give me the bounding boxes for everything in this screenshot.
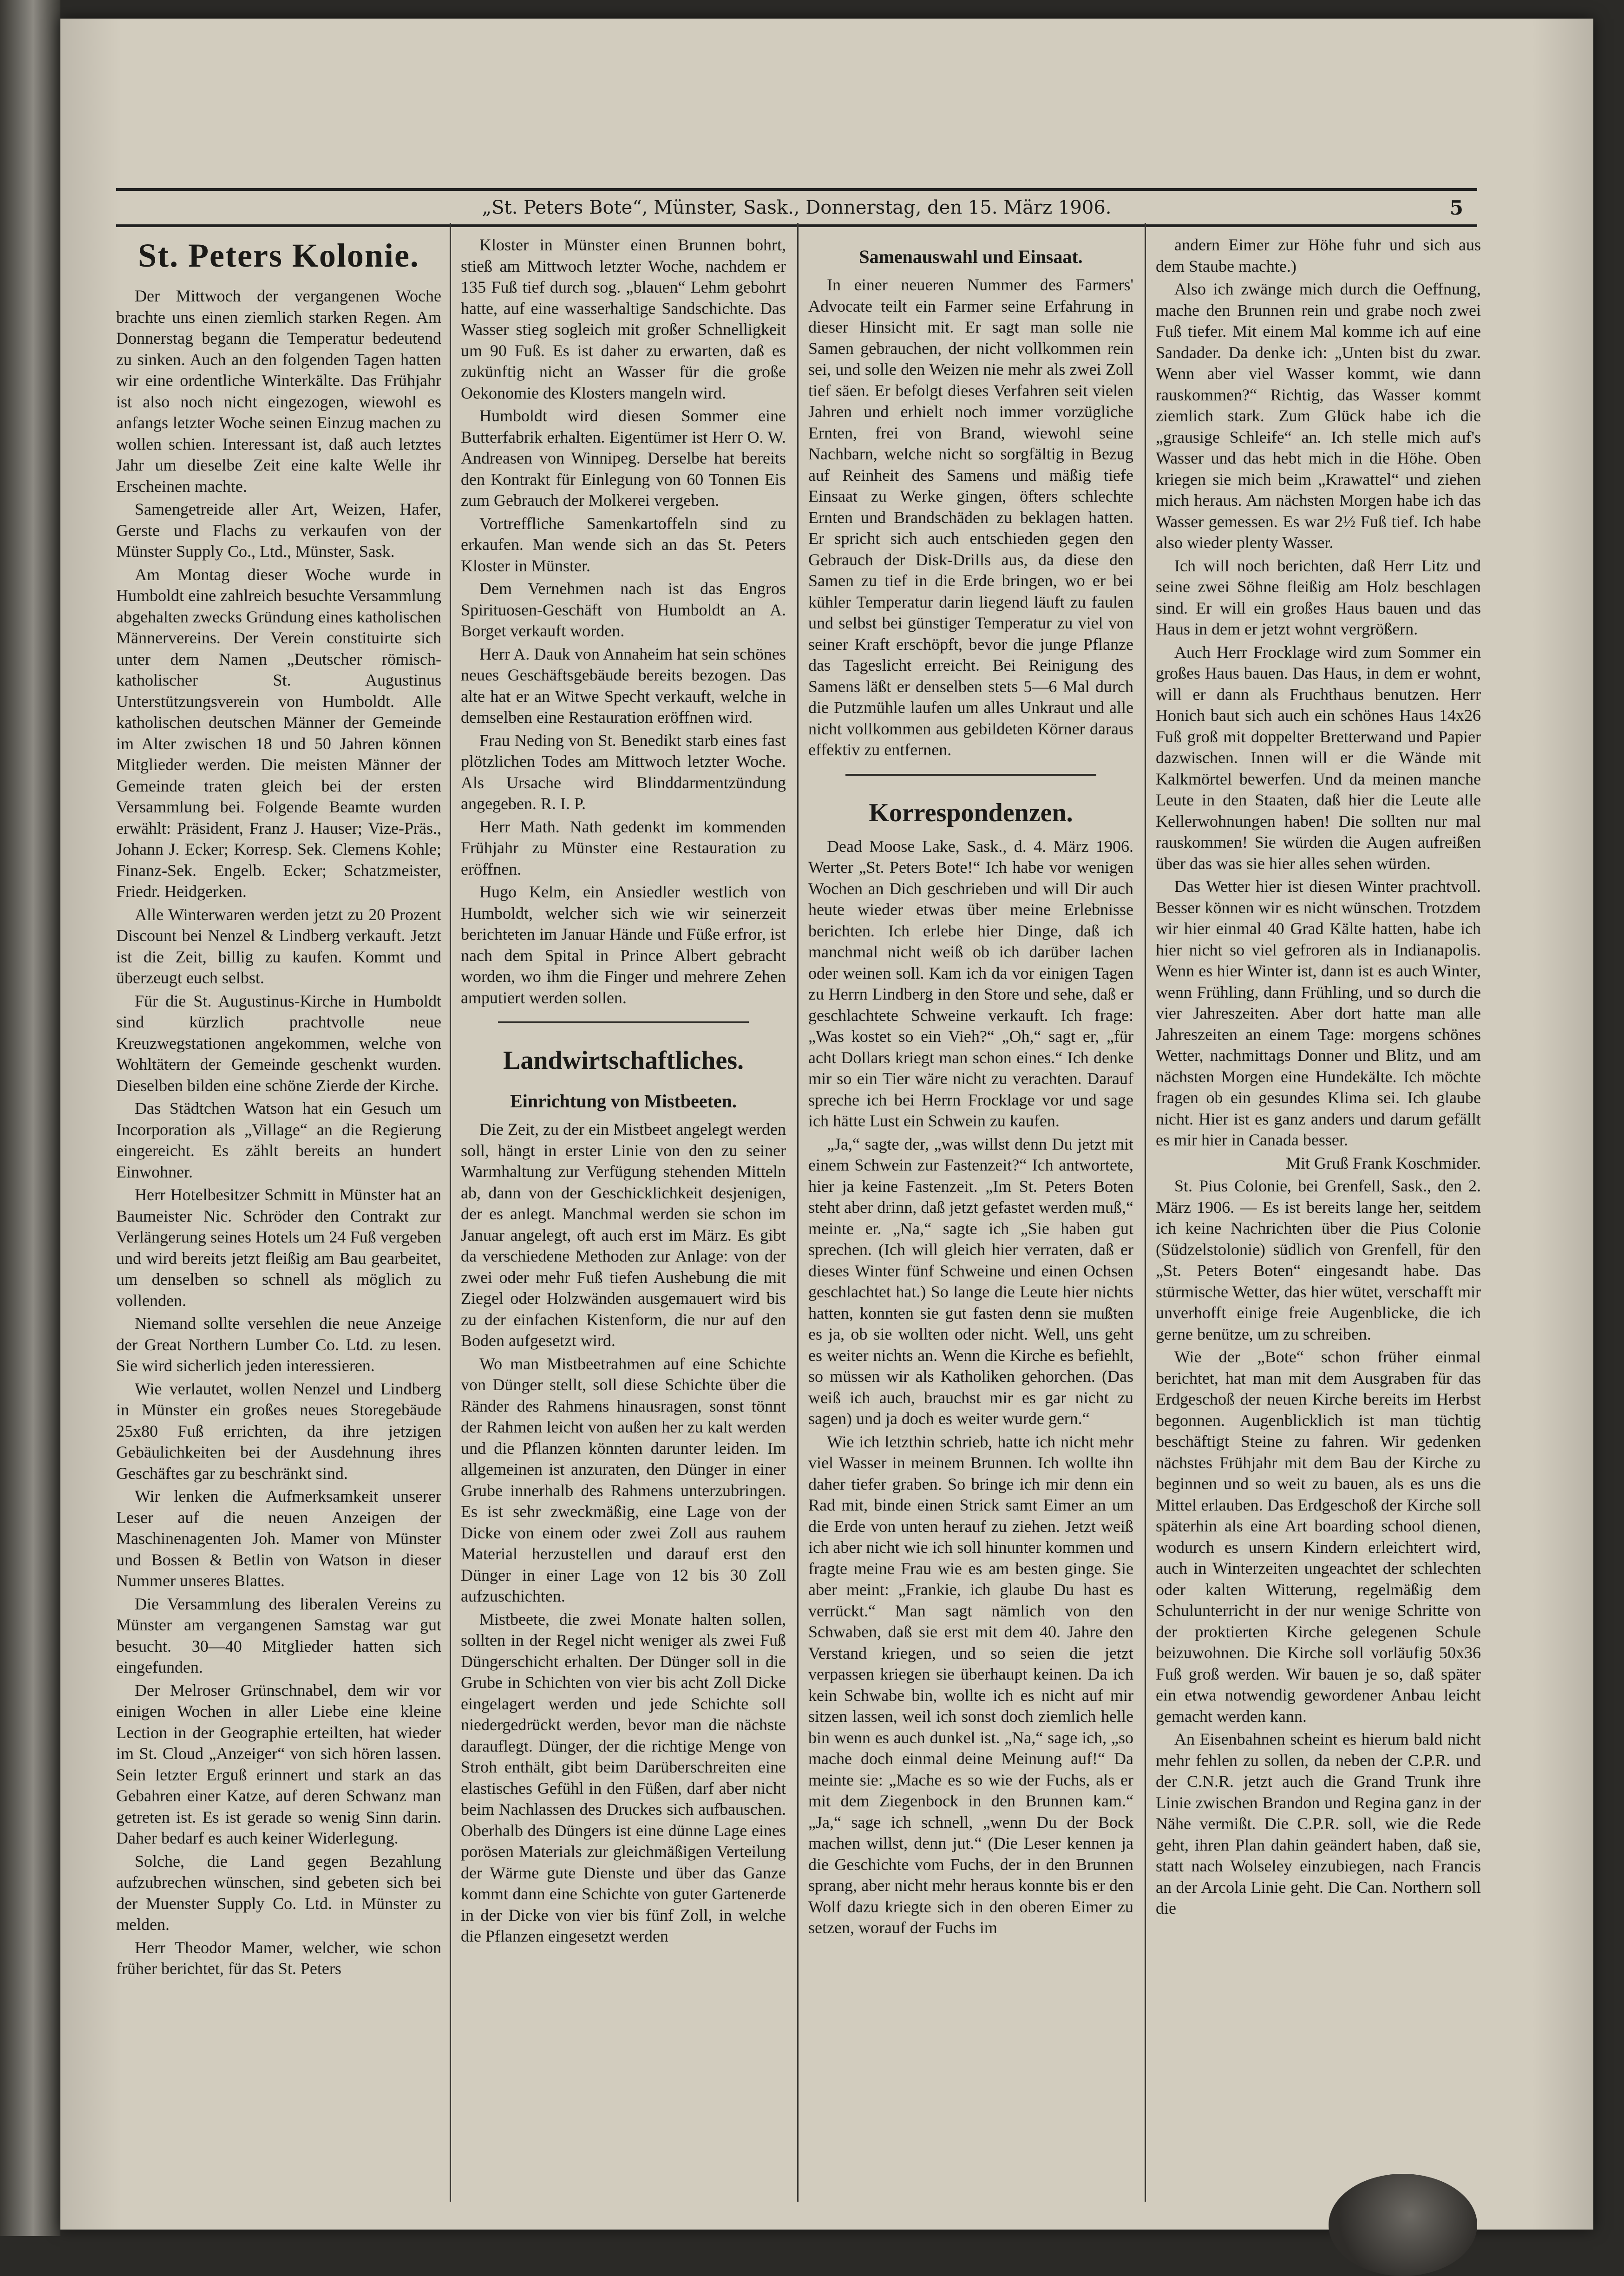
section-title-st-peters-kolonie: St. Peters Kolonie.	[138, 237, 419, 274]
article-paragraph: Niemand sollte versehlen die neue Anzeige der Great Northern Lumber Co. Ltd. zu lesen. Sie wird sicherlich jeden interessieren.	[116, 1314, 441, 1375]
photo-artifact-shadow	[1329, 2174, 1477, 2276]
article-paragraph: andern Eimer zur Höhe fuhr und sich aus dem Staube machte.)	[1156, 235, 1481, 275]
article-paragraph: Humboldt wird diesen Sommer eine Butterfabrik erhalten. Eigentümer ist Herr O. W. Andreasen von Winnipeg. Derselbe hat bereits den Kontrakt für Einlegung von 60 Tonnen Eis zum Gebrauch der Molkerei vergeben.	[461, 406, 786, 510]
article-paragraph: Alle Winterwaren werden jetzt zu 20 Prozent Discount bei Nenzel & Lindberg verkauft. Jetzt ist die Zeit, billig zu kaufen. Kommt und überzeugt euch selbst.	[116, 905, 441, 987]
article-paragraph: Die Versammlung des liberalen Vereins zu Münster am vergangenen Samstag war gut besucht. 30—40 Mitglieder hatten sich eingefunden.	[116, 1594, 441, 1676]
column-rule	[797, 223, 799, 2202]
column-3	[808, 235, 1133, 2199]
article-paragraph: Wo man Mistbeetrahmen auf eine Schichte von Dünger stellt, soll diese Schichte über die Ränder des Rahmens hinausragen, sonst tönnt der Rahmen leicht von außen her zu kalt werden und die Pflanzen könnten darunter leiden. Im allgemeinen ist anzuraten, den Dünger in einer Grube innerhalb des Rahmens unterzubringen. Es ist sehr zweckmäßig, eine Lage von der Dicke von einem oder zwei Zoll aus rauhem Material herzustellen und darauf erst den Dünger in einer Lage von 12 bis 30 Zoll aufzuschichten.	[461, 1354, 786, 1605]
article-paragraph: Kloster in Münster einen Brunnen bohrt, stieß am Mittwoch letzter Woche, nachdem er 135 Fuß tief durch sog. „blauen“ Lehm gebohrt hatte, auf eine wasserhaltige Sandschichte. Das Wasser stieg sogleich mit großer Schnelligkeit um 90 Fuß. Es ist daher zu erwarten, daß es zukünftig nicht an Wasser für die große Oekonomie des Klosters mangeln wird.	[461, 235, 786, 402]
article-title-samenauswahl: Samenauswahl und Einsaat.	[859, 246, 1083, 267]
section-divider	[498, 1021, 749, 1023]
article-paragraph: Herr Theodor Mamer, welcher, wie schon früher berichtet, für das St. Peters	[116, 1938, 441, 1978]
article-paragraph: „Ja,“ sagte der, „was willst denn Du jetzt mit einem Schwein zur Fastenzeit?“ Ich antwortete, hier ja keine Fastenzeit. „Im St. Peters Boten steht aber drinn, daß jetzt gefastet werden muß,“ meinte er. „Na,“ sagte ich „Sie haben gut sprechen. (Ich will gleich hier verraten, daß er dieses Winter fünf Schweine und einen Ochsen geschlachtet hat.) So lange die Leute hier nichts hatten, konnten sie gut fasten denn sie mußten es ja, ob sie wollten oder nicht. Well, uns geht es weiter nichts an. Wenn die Kirche es befiehlt, so müssen wir als Katholiken gehorchen. (Das weiß ich auch, brauchst mir es gar nicht zu sagen) und ja doch es weiter wurde gern.“	[808, 1134, 1133, 1428]
article-paragraph: Das Wetter hier ist diesen Winter prachtvoll. Besser können wir es nicht wünschen. Trotzdem wir hier einmal 40 Grad Kälte hatten, habe ich hier nicht so viel gefroren als in Indianapolis. Wenn es hier Winter ist, dann ist es auch Winter, wenn Frühling, dann Frühling, und so durch die vier Jahreszeiten. Aber dort hatte man alle Jahreszeiten an einem Tage: morgens schönes Wetter, nachmittags Donner und Blitz, und am nächsten Morgen eine Hundekälte. Ich möchte fragen ob ein gesundes Klima sei. Ich glaube nicht. Hier ist es ganz anders und darum gefällt es mir hier in Canada besser.	[1156, 877, 1481, 1149]
section-title-landwirtschaftliches: Landwirtschaftliches.	[503, 1046, 744, 1075]
article-paragraph: Solche, die Land gegen Bezahlung aufzubrechen wünschen, sind gebeten sich bei der Muenster Supply Co. Ltd. in Münster zu melden.	[116, 1851, 441, 1934]
section-divider	[845, 774, 1096, 776]
section-title-korrespondenzen: Korrespondenzen.	[869, 798, 1073, 827]
column-1	[116, 235, 441, 2199]
article-paragraph: Wie verlautet, wollen Nenzel und Lindberg in Münster ein großes neues Storegebäude 25x80 Fuß errichten, da ihre jetzigen Gebäulichkeiten bei der Ausdehnung ihres Geschäftes gar zu beschränkt sind.	[116, 1379, 441, 1483]
article-paragraph: Hugo Kelm, ein Ansiedler westlich von Humboldt, welcher sich wie wir seinerzeit berichteten im Januar Hände und Füße erfror, ist nach dem Spital in Prince Albert gebracht worden, wo ihm die Finger und mehrere Zehen amputiert werden sollen.	[461, 883, 786, 1007]
article-paragraph: Der Melroser Grünschnabel, dem wir vor einigen Wochen in aller Liebe eine kleine Lection in der Geographie erteilten, hat wieder im St. Cloud „Anzeiger“ von sich hören lassen. Sein letzter Erguß erinnert und stark an das Gebahren einer Katze, auf deren Schwanz man getreten ist. Es ist gerade so wenig Sinn darin. Daher bedarf es auch keiner Widerlegung.	[116, 1681, 441, 1847]
article-paragraph: Ich will noch berichten, daß Herr Litz und seine zwei Söhne fleißig am Holz beschlagen sind. Er will ein großes Haus bauen und das Haus in dem er jetzt wohnt vergrößern.	[1156, 556, 1481, 638]
column-rule	[450, 223, 451, 2202]
article-paragraph: Wie ich letzthin schrieb, hatte ich nicht mehr viel Wasser in meinem Brunnen. Ich wollte ihn daher tiefer graben. So bringe ich mir denn ein Rad mit, binde einen Strick samt Eimer an um die Erde von unten herauf zu ziehen. Jetzt weiß ich aber nicht wie ich soll hinunter kommen und fragte meine Frau wie es am besten ginge. Sie aber meint: „Frankie, ich glaube Du hast es verrückt.“ Man sagt nämlich von den Schwaben, daß sie erst mit dem 40. Jahre den Verstand kriegen, und so seien die jetzt verpassen kriegen sie überhaupt keinen. Da ich kein Schwabe bin, wollte ich es nicht auf mir sitzen lassen, weil ich sonst doch ziemlich helle bin wenn es auch dunkel ist. „Na,“ sage ich, „so mache doch einmal deine Meinung auf!“ Da meinte sie: „Mache es so wie der Fuchs, als er mit dem Ziegenbock in den Brunnen kam.“ „Ja,“ sage ich schnell, „wenn Du der Bock machen willst, denn jut.“ (Die Leser kennen ja die Geschichte vom Fuchs, der in den Brunnen sprang, aber nicht mehr heraus konnte bis er den Wolf dazu kriegte sich in den oberen Eimer zu setzen, worauf der Fuchs im	[808, 1432, 1133, 1937]
masthead-text: „St. Peters Bote“, Münster, Sask., Donnerstag, den 15. März 1906.	[482, 197, 1112, 218]
article-paragraph: Für die St. Augustinus-Kirche in Humboldt sind kürzlich prachtvolle neue Kreuzwegstationen angekommen, welche von Wohltätern der Gemeinde geschenkt wurden. Dieselben bilden eine schöne Zierde der Kirche.	[116, 991, 441, 1095]
article-paragraph: St. Pius Colonie, bei Grenfell, Sask., den 2. März 1906. — Es ist bereits lange her, seitdem ich keine Nachrichten über die Pius Colonie (Südzelstolonie) südlich von Grenfell, für den „St. Peters Boten“ eingesandt habe. Das stürmische Wetter, das hier wütet, verschafft mir unverhofft einige freie Augenblicke, die ich gerne benütze, um zu schreiben.	[1156, 1177, 1481, 1343]
column-2	[461, 235, 786, 2199]
column-4	[1156, 235, 1481, 2199]
article-paragraph: Wir lenken die Aufmerksamkeit unserer Leser auf die neuen Anzeigen der Maschinenagenten Joh. Mamer von Münster und Bossen & Betlin von Watson in dieser Nummer unseres Blattes.	[116, 1487, 441, 1590]
article-paragraph: Dead Moose Lake, Sask., d. 4. März 1906. Werter „St. Peters Bote!“ Ich habe vor wenigen Wochen an Dich geschrieben und will Dir auch heute wieder etwas über meine Erlebnisse berichten. Ich erlebe hier Dinge, daß ich manchmal nicht weiß ob ich darüber lachen oder weinen soll. Kam ich da vor einigen Tagen zu Herrn Lindberg in den Store und sehe, daß er geschlachtete Schweine verkauft. Ich frage: „Was kostet so ein Vieh?“ „Oh,“ sagt er, „für acht Dollars kriegt man schon eines.“ Ich denke mir so ein Tier wäre nicht zu verachten. Darauf spreche ich bei Herrn Frocklage vor und sage ich hätte Lust ein Schwein zu kaufen.	[808, 837, 1133, 1130]
book-binding	[0, 0, 60, 2236]
article-paragraph: Auch Herr Frocklage wird zum Sommer ein großes Haus bauen. Das Haus, in dem er wohnt, will er dann als Fruchthaus benutzen. Herr Honich baut sich auch ein schönes Haus 14x26 Fuß groß mit doppelter Bretterwand und Papier dazwischen. Innen will er die Wände mit Kalkmörtel bewerfen. Und da meinen manche Leute in den Staaten, daß hier die Leute alle Kellerwohnungen haben! Die sollten nur mal rauskommen! Sie würden die Augen aufreißen über das was sie hier alles sehen würden.	[1156, 642, 1481, 873]
article-paragraph: Wie der „Bote“ schon früher einmal berichtet, hat man mit dem Ausgraben für das Erdgeschoß der neuen Kirche bereits im Herbst begonnen. Augenblicklich ist man tüchtig beschäftigt Steine zu fahren. Wir gedenken nächstes Frühjahr mit dem Bau der Kirche zu beginnen und so weit zu bauen, als es uns die Mittel erlauben. Das Erdgeschoß der Kirche soll späterhin als eine Art boarding school dienen, wodurch es unsern Kindern erleichtert wird, auch in Winterzeiten ungeachtet der schlechten oder kalten Witterung, regelmäßig dem Schulunterricht in der nur wenige Schritte von der proktierten Kirche gelegenen Schule beizuwohnen. Die Kirche soll vorläufig 50x36 Fuß groß werden. Wir bauen je so, daß später ein etwa notwendig gewordener Anbau leicht gemacht werden kann.	[1156, 1347, 1481, 1726]
article-paragraph: Samengetreide aller Art, Weizen, Hafer, Gerste und Flachs zu verkaufen von der Münster Supply Co., Ltd., Münster, Sask.	[116, 500, 441, 561]
column-rule	[1145, 223, 1146, 2202]
article-paragraph: Mistbeete, die zwei Monate halten sollen, sollten in der Regel nicht weniger als zwei Fuß Düngerschicht erhalten. Der Dünger soll in die Grube in Schichten von vier bis acht Zoll Dicke eingelagert werden und jede Schichte soll niedergedrückt werden, bevor man die nächste darauflegt. Dünger, der die richtige Menge von Stroh enthält, gibt beim Darüberschreiten eine elastisches Gefühl in den Füßen, darf aber nicht beim Nachlassen des Druckes sich aufbauschen. Oberhalb des Düngers ist eine dünne Lage eines porösen Materials zur gleichmäßigen Verteilung der Wärme gute Dienste und über das Ganze kommt dann eine Schichte von guter Gartenerde in der Dicke von vier bis fünf Zoll, in welche die Pflanzen eingesetzt werden	[461, 1609, 786, 1945]
article-paragraph: Dem Vernehmen nach ist das Engros Spirituosen-Geschäft von Humboldt an A. Borget verkauft worden.	[461, 579, 786, 640]
article-paragraph: Herr Hotelbesitzer Schmitt in Münster hat an Baumeister Nic. Schröder den Contrakt zur Verlängerung seines Hotels um 24 Fuß vergeben und wird bereits jetzt fleißig am Bau gearbeitet, um denselben so schnell als möglich zu vollenden.	[116, 1185, 441, 1310]
article-title-mistbeeten: Einrichtung von Mistbeeten.	[510, 1091, 737, 1112]
article-paragraph: Herr Math. Nath gedenkt im kommenden Frühjahr zu Münster eine Restauration zu eröffnen.	[461, 817, 786, 878]
article-paragraph: In einer neueren Nummer des Farmers' Advocate teilt ein Farmer seine Erfahrung in dieser Hinsicht mit. Er sagt man solle nie Samen gebrauchen, der nicht vollkommen rein sei, und solle den Weizen nie mehr als zwei Zoll tief säen. Er befolgt dieses Verfahren seit vielen Jahren und erhielt noch immer vorzügliche Ernten, frei von Brand, wiewohl seine Nachbarn, welche nicht so sorgfältig in Bezug auf Reinheit des Samens und mäßig tiefe Einsaat zu Werke gingen, öfters schlechte Ernten und Brandschäden zu beklagen hatten. Er spricht sich auch entschieden gegen den Gebrauch der Disk-Drills aus, da diese den Samen zu tief in die Erde bringen, wo er bei kühler Temperatur darin liegend läuft zu faulen und selbst bei günstiger Temperatur zu viel von seiner Kraft erschöpft, bevor die junge Pflanze das Tageslicht erreicht. Bei Reinigung des Samens läßt er denselben stets 5—6 Mal durch die Putzmühle laufen um alles Unkraut und alle nicht vollkommen aus gebildeten Körner daraus effektiv zu entfernen.	[808, 275, 1133, 759]
article-paragraph: Herr A. Dauk von Annaheim hat sein schönes neues Geschäftsgebäude bereits bezogen. Das alte hat er an Witwe Specht verkauft, welche in demselben eine Restauration eröffnen wird.	[461, 644, 786, 726]
article-paragraph: Die Zeit, zu der ein Mistbeet angelegt werden soll, hängt in erster Linie von den zu seiner Warmhaltung zur Verfügung stehenden Mitteln ab, dann von der Geschicklichkeit desjenigen, der es anlegt. Manchmal werden sie schon im Januar angelegt, oft auch erst im März. Es gibt da verschiedene Methoden zur Anlage: von der zwei oder mehr Fuß tiefen Aushebung die mit Ziegel oder Holzwänden ausgemauert wird bis zu der einfachen Kistenform, die nur auf den Boden aufgesetzt wird.	[461, 1120, 786, 1350]
article-paragraph: Vortreffliche Samenkartoffeln sind zu erkaufen. Man wende sich an das St. Peters Kloster in Münster.	[461, 514, 786, 575]
article-paragraph: Frau Neding von St. Benedikt starb eines fast plötzlichen Todes am Mittwoch letzter Woche. Als Ursache wird Blinddarmentzündung angegeben. R. I. P.	[461, 731, 786, 813]
article-paragraph: Das Städtchen Watson hat ein Gesuch um Incorporation als „Village“ an die Regierung eingereicht. Es zählt bereits an hundert Einwohner.	[116, 1099, 441, 1181]
signature: Mit Gruß Frank Koschmider.	[1286, 1153, 1481, 1172]
article-paragraph: Der Mittwoch der vergangenen Woche brachte uns einen ziemlich starken Regen. Am Donnerstag begann die Temperatur bedeutend zu sinken. Auch an den folgenden Tagen hatten wir eine ordentliche Winterkälte. Das Frühjahr ist also noch nicht eingezogen, wiewohl es anfangs letzter Woche seinen Einzug machen zu wollen schien. Interessant ist, daß auch letztes Jahr um dieselbe Zeit eine kalte Welle ihr Erscheinen machte.	[116, 287, 441, 496]
article-paragraph: Am Montag dieser Woche wurde in Humboldt eine zahlreich besuchte Versammlung abgehalten zwecks Gründung eines katholischen Männervereins. Der Verein constituirte sich unter dem Namen „Deutscher römisch-katholischer St. Augustinus Unterstützungsverein von Humboldt. Alle katholischen deutschen Männer der Gemeinde im Alter zwischen 18 und 50 Jahren können Mitglieder werden. Die meisten Männer der Gemeinde traten gleich bei der ersten Versammlung bei. Folgende Beamte wurden erwählt: Präsident, Franz J. Hauser; Vize-Präs., Johann J. Ecker; Korresp. Sek. Clemens Kohle; Finanz-Sek. Engelb. Ecker; Schatzmeister, Friedr. Heidgerken.	[116, 565, 441, 901]
page-number: 5	[1449, 196, 1463, 219]
masthead-bar	[116, 188, 1477, 227]
article-paragraph: An Eisenbahnen scheint es hierum bald nicht mehr fehlen zu sollen, da neben der C.P.R. und der C.N.R. jetzt auch die Grand Trunk ihre Linie zwischen Brandon und Regina ganz in der Nähe vermißt. Die C.P.R. soll, wie die Rede geht, ihren Plan dahin geändert haben, daß sie, statt nach Wolseley einzubiegen, nach Francis an der Arcola Linie geht. Die Can. Northern soll die	[1156, 1730, 1481, 1917]
article-paragraph: Also ich zwänge mich durch die Oeffnung, mache den Brunnen rein und grabe noch zwei Fuß tiefer. Mit einem Mal komme ich auf eine Sandader. Da denke ich: „Unten bist du zwar. Wenn aber viel Wasser kommt, wie dann rauskommen?“ Richtig, das Wasser kommt ziemlich stark. Zum Glück habe ich die „grausige Schleife“ an. Ich stelle mich auf's Wasser und das hebt mich in die Höhe. Oben kriegen sie mich beim „Krawattel“ und ziehen mich heraus. Am nächsten Morgen habe ich das Wasser gemessen. Es war 2½ Fuß tief. Ich habe also wieder plenty Wasser.	[1156, 280, 1481, 552]
